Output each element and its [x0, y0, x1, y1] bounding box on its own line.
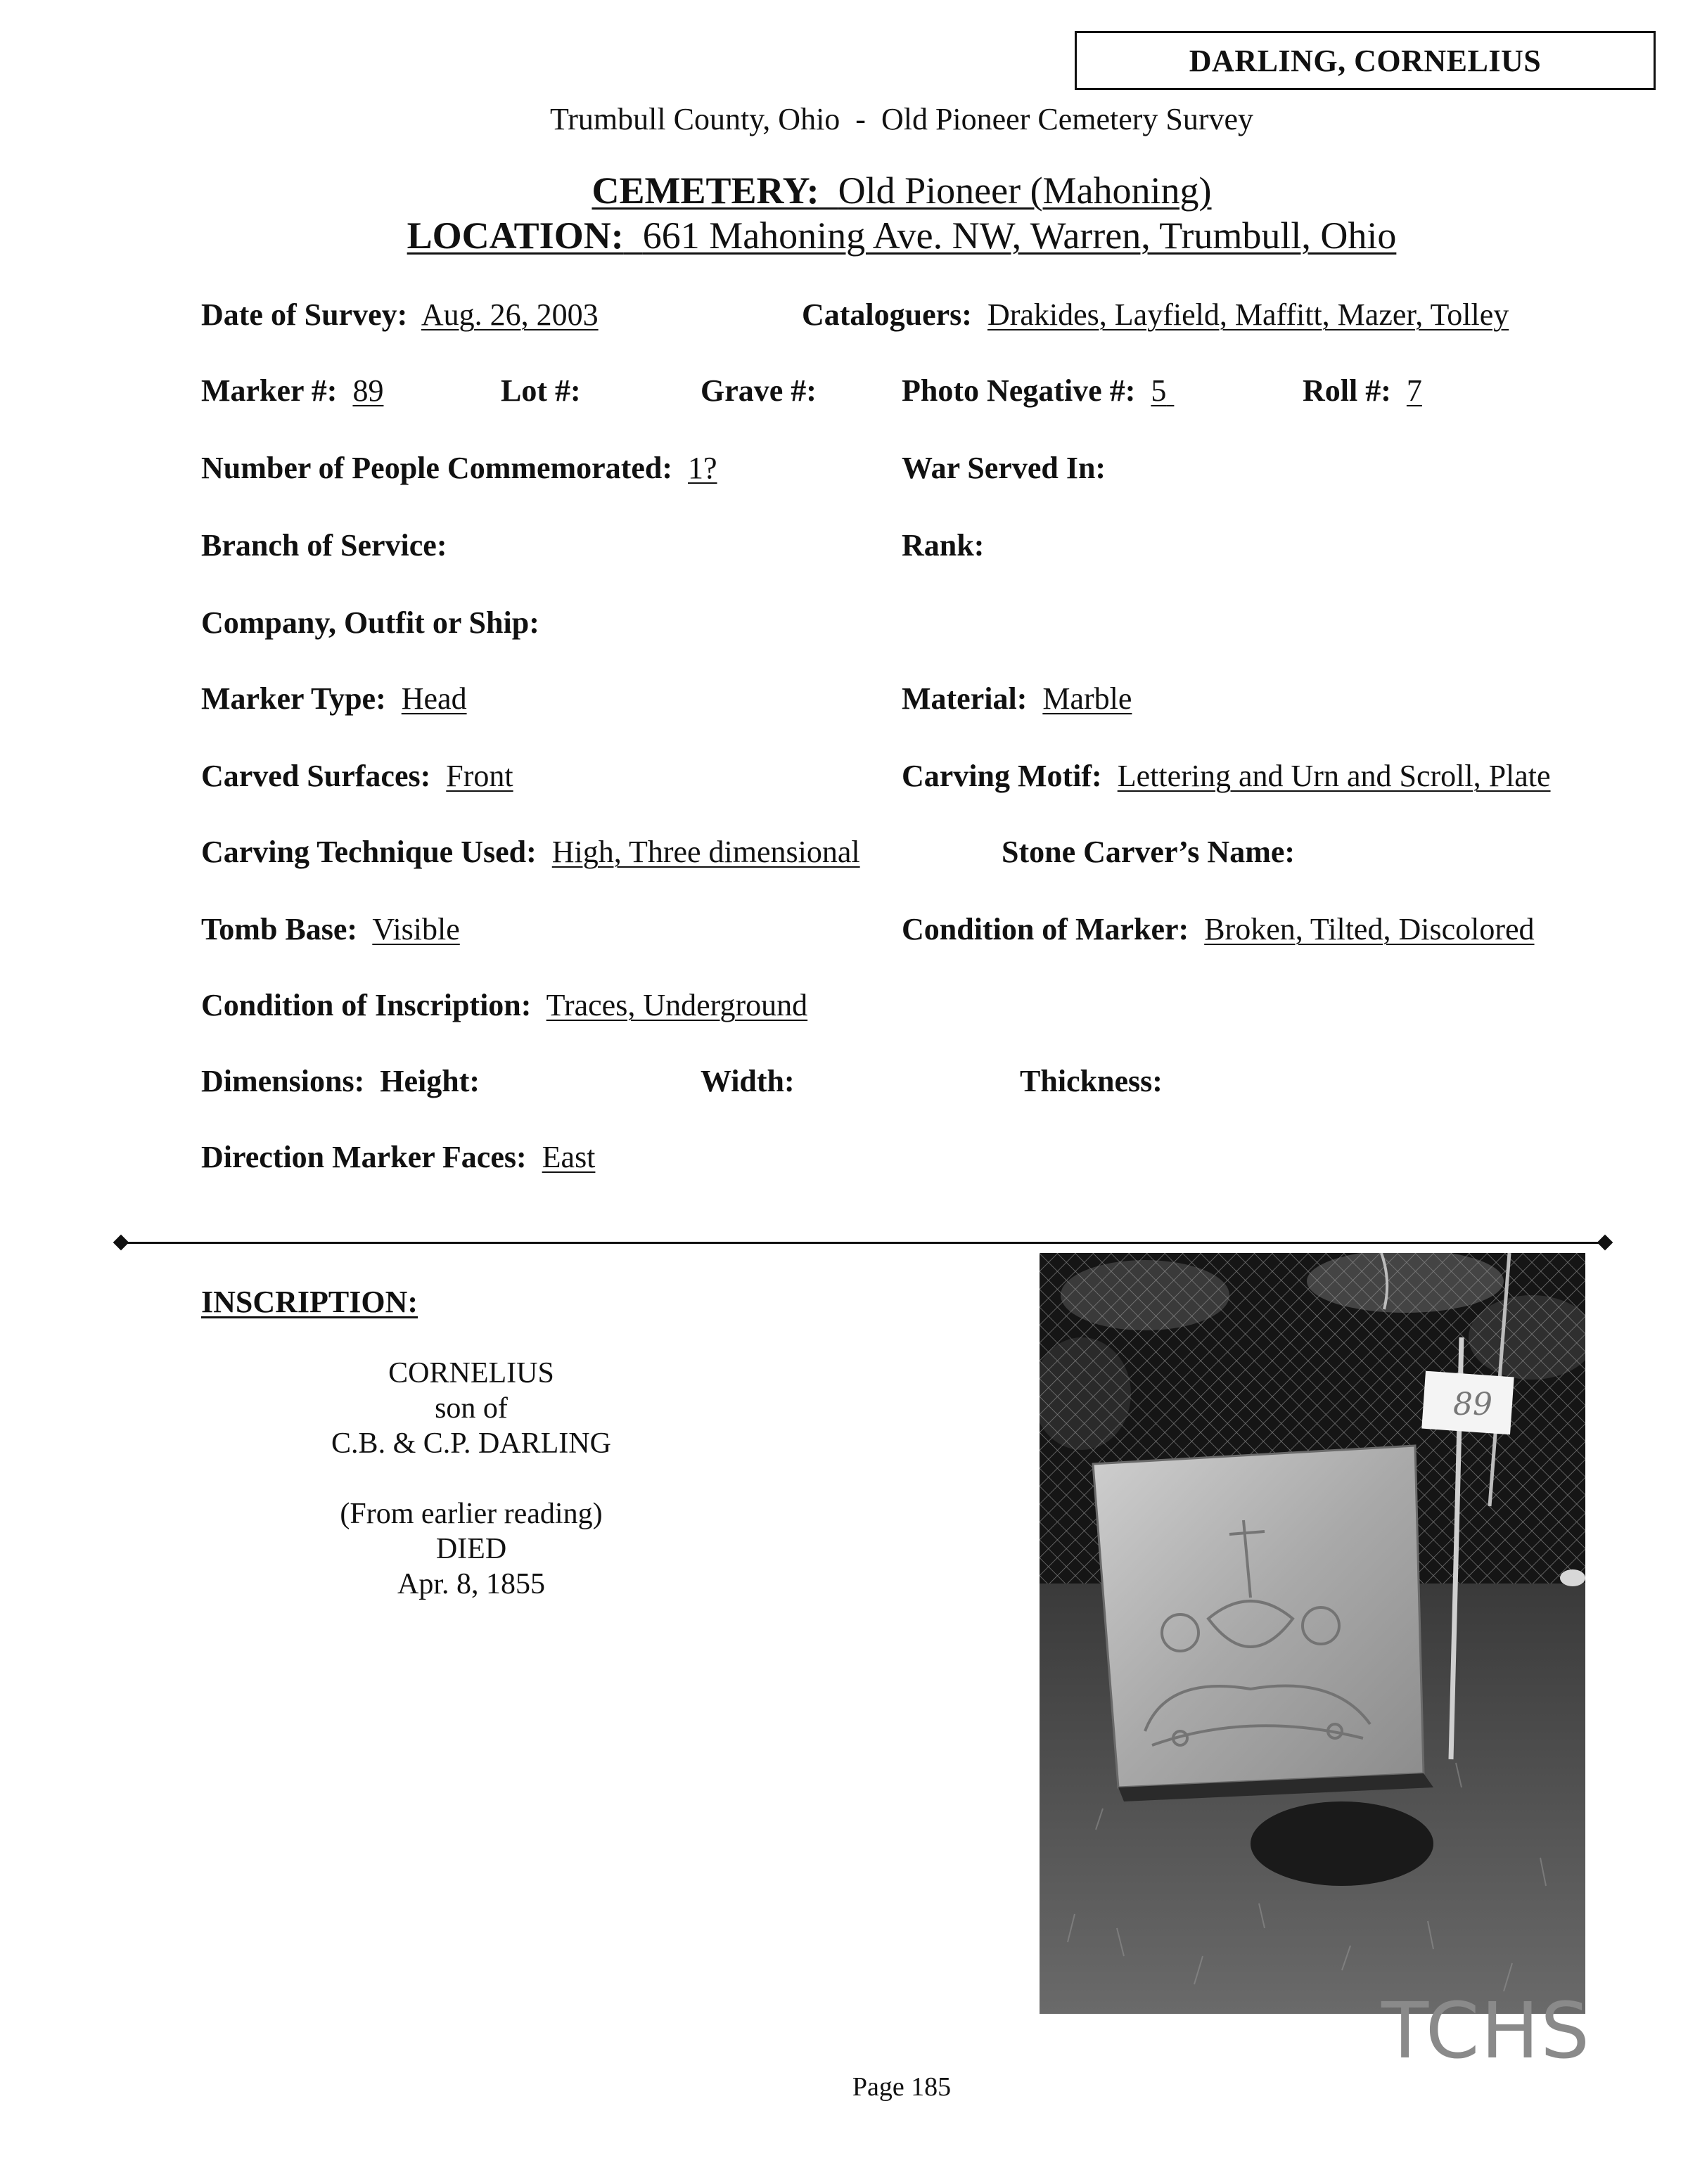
tomb-base-label: Tomb Base: — [201, 912, 358, 946]
location-label: LOCATION: — [407, 214, 624, 257]
location-value: 661 Mahoning Ave. NW, Warren, Trumbull, Ohio — [642, 214, 1397, 257]
carving-technique-label: Carving Technique Used: — [201, 835, 537, 869]
location-heading — [0, 214, 1688, 257]
grave-marker-photo-illustration — [1040, 1253, 1585, 2014]
people-commemorated-label: Number of People Commemorated: — [201, 451, 673, 485]
carved-surfaces-label: Carved Surfaces: — [201, 759, 431, 793]
stone-carver-field — [1002, 834, 1295, 870]
marker-tag-number: 89 — [1453, 1387, 1492, 1422]
war-served-field — [902, 450, 1106, 486]
carved-surfaces-value: Front — [446, 759, 513, 793]
date-of-survey-label: Date of Survey: — [201, 297, 408, 332]
inscription-line: C.B. & C.P. DARLING — [331, 1427, 611, 1460]
dimensions-label: Dimensions: — [201, 1064, 365, 1098]
material-value: Marble — [1042, 681, 1132, 716]
direction-marker-faces-value: East — [542, 1140, 596, 1174]
condition-of-marker-label: Condition of Marker: — [902, 912, 1189, 946]
material-field — [902, 681, 1132, 717]
rank-label: Rank: — [902, 528, 985, 563]
inscription-label: INSCRIPTION: — [201, 1285, 418, 1319]
roll-number-value: 7 — [1406, 373, 1422, 408]
stone-carver-label: Stone Carver’s Name: — [1002, 835, 1296, 869]
cemetery-label: CEMETERY: — [592, 169, 819, 212]
headstone — [1093, 1446, 1424, 1787]
lot-number-label: Lot #: — [501, 373, 581, 408]
marker-number-value: 89 — [352, 373, 384, 408]
inscription-line: (From earlier reading) — [340, 1498, 603, 1530]
material-label: Material: — [902, 681, 1028, 716]
carving-motif-field — [902, 758, 1551, 794]
width-field — [701, 1063, 795, 1099]
height-label: Height: — [380, 1064, 480, 1098]
marker-number-label: Marker #: — [201, 373, 338, 408]
inscription-line: CORNELIUS — [388, 1357, 554, 1389]
lot-number-field — [501, 373, 581, 409]
carving-motif-value: Lettering and Urn and Scroll, Plate — [1117, 759, 1551, 793]
marker-type-label: Marker Type: — [201, 681, 386, 716]
width-label: Width: — [701, 1064, 795, 1098]
branch-of-service-label: Branch of Service: — [201, 528, 447, 563]
tchs-watermark: TCHS — [1381, 1986, 1592, 2076]
photo-negative-value: 5 — [1151, 373, 1167, 408]
tomb-base-field — [201, 911, 460, 947]
roll-number-label: Roll #: — [1303, 373, 1391, 408]
carving-technique-field — [201, 834, 860, 870]
date-of-survey-field — [201, 297, 599, 333]
company-outfit-field — [201, 605, 539, 641]
cataloguers-value: Drakides, Layfield, Maffitt, Mazer, Tolley — [987, 297, 1509, 332]
dimensions-field — [201, 1063, 480, 1099]
photo-negative-label: Photo Negative #: — [902, 373, 1136, 408]
inscription-line: Apr. 8, 1855 — [397, 1568, 545, 1600]
cataloguers-label: Cataloguers: — [802, 297, 972, 332]
company-outfit-label: Company, Outfit or Ship: — [201, 605, 539, 640]
condition-of-inscription-label: Condition of Inscription: — [201, 988, 532, 1022]
inscription-line: son of — [435, 1392, 508, 1425]
survey-subtitle: Trumbull County, Ohio - Old Pioneer Cemetery Survey — [549, 102, 1254, 136]
record-name: DARLING, CORNELIUS — [1189, 43, 1542, 78]
inscription-line: DIED — [435, 1533, 507, 1565]
marker-type-value: Head — [401, 681, 467, 716]
condition-of-inscription-field — [201, 987, 807, 1023]
marker-type-field — [201, 681, 467, 717]
divider-diamond-left — [113, 1235, 129, 1251]
grave-number-field — [701, 373, 817, 409]
people-commemorated-value: 1? — [688, 451, 717, 485]
cataloguers-field — [802, 297, 1509, 333]
tomb-base-value: Visible — [372, 912, 460, 946]
cemetery-value: Old Pioneer (Mahoning) — [838, 169, 1212, 212]
people-commemorated-field — [201, 450, 717, 486]
thickness-label: Thickness: — [1020, 1064, 1163, 1098]
condition-of-marker-field — [902, 911, 1535, 947]
grave-number-label: Grave #: — [701, 373, 817, 408]
divider-diamond-right — [1597, 1235, 1613, 1251]
photo-negative-field — [902, 373, 1174, 409]
cemetery-heading — [0, 169, 1688, 212]
carved-surfaces-field — [201, 758, 513, 794]
carving-motif-label: Carving Motif: — [902, 759, 1102, 793]
roll-number-field — [1303, 373, 1422, 409]
record-name-box — [1075, 31, 1656, 90]
condition-of-inscription-value: Traces, Underground — [546, 988, 808, 1022]
carving-technique-value: High, Three dimensional — [551, 835, 860, 869]
grave-marker-photo — [1040, 1253, 1585, 2014]
date-of-survey-value: Aug. 26, 2003 — [421, 297, 599, 332]
rank-field — [902, 527, 984, 563]
marker-number-field — [201, 373, 383, 409]
direction-marker-faces-label: Direction Marker Faces: — [201, 1140, 527, 1174]
thickness-field — [1020, 1063, 1163, 1099]
war-served-label: War Served In: — [902, 451, 1106, 485]
direction-marker-faces-field — [201, 1139, 595, 1175]
page-number: Page 185 — [852, 2072, 952, 2102]
section-divider — [121, 1242, 1605, 1244]
branch-of-service-field — [201, 527, 447, 563]
condition-of-marker-value: Broken, Tilted, Discolored — [1204, 912, 1535, 946]
